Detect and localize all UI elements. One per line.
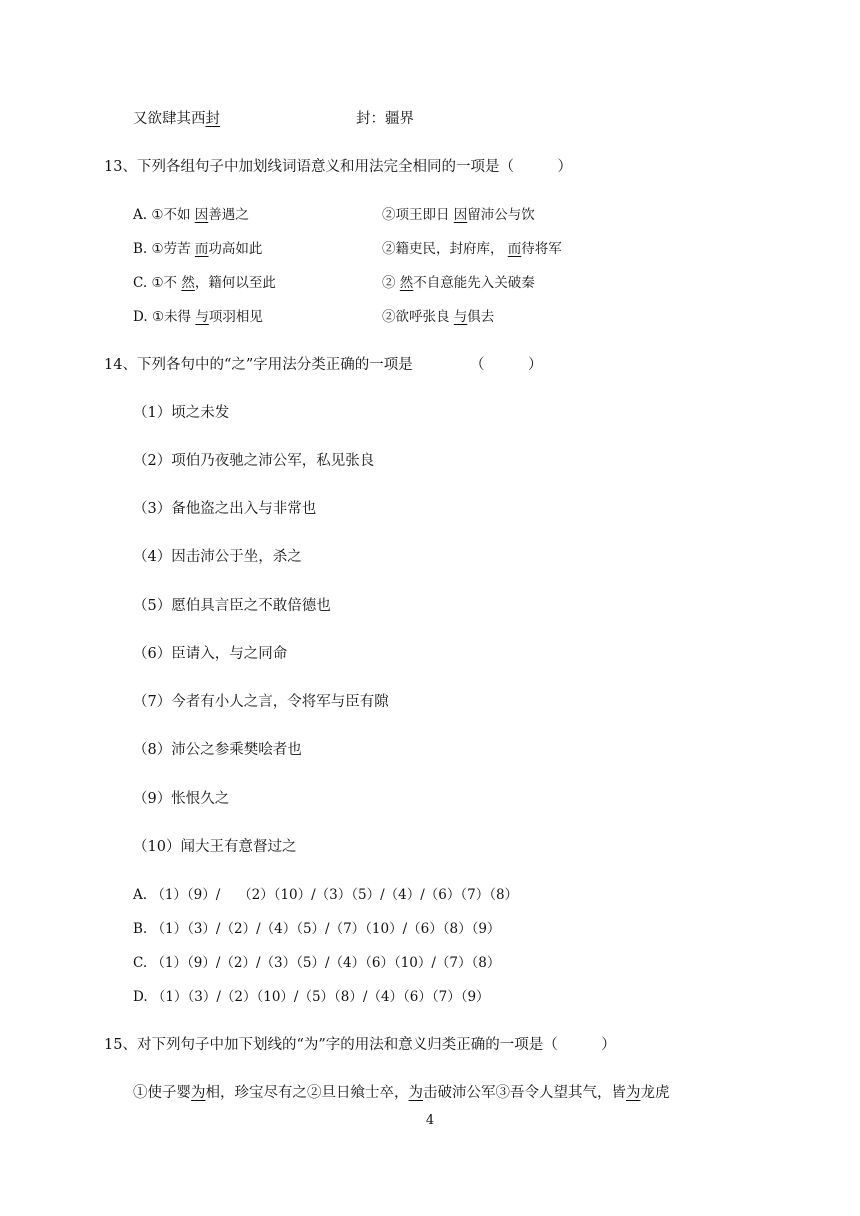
- q14-option-b: B. （1）（3）/（2）/（4）（5）/（7）（10）/（6）（8）（9）: [133, 921, 501, 937]
- q14-option-c: C. （1）（9）/（2）/（3）（5）/（4）（6）（10）/（7）（8）: [133, 955, 501, 971]
- annotation-line: [133, 109, 220, 129]
- q13-option-a-left: A. ①不如 因善遇之: [133, 207, 249, 223]
- q14-item: （1）顷之未发: [133, 405, 230, 421]
- underlined-word: 为: [408, 1085, 423, 1101]
- q14-item: （5）愿伯具言臣之不敢倍德也: [133, 598, 331, 614]
- q13-option-b-left: B. ①劳苦 而功高如此: [133, 241, 263, 257]
- q13-option-d-right: ②欲呼张良 与俱去: [382, 309, 495, 325]
- q14-item: （8）沛公之参乘樊哙者也: [133, 742, 302, 758]
- q14-item: （7）今者有小人之言，令将军与臣有隙: [133, 694, 389, 710]
- underlined-word: 封: [205, 111, 220, 127]
- q14-item: （4）因击沛公于坐，杀之: [133, 549, 302, 565]
- q14-item: （3）备他盗之出入与非常也: [133, 501, 317, 517]
- q14-item: （6）臣请入，与之同命: [133, 646, 288, 662]
- q14-item: （2）项伯乃夜驰之沛公军，私见张良: [133, 453, 375, 469]
- question-14-stem: 14、下列各句中的“之”字用法分类正确的一项是: [104, 357, 413, 373]
- question-14-answer-paren: （ ）: [470, 357, 543, 373]
- q13-option-c-right: ② 然不自意能先入关破秦: [382, 275, 535, 291]
- q14-option-a: A. （1）（9）/ （2）（10）/（3）（5）/（4）/（6）（7）（8）: [133, 887, 519, 903]
- sentence-text: 又欲肆其西: [133, 111, 206, 127]
- page-number: 4: [425, 1113, 435, 1128]
- q14-item: （9）怅恨久之: [133, 791, 230, 807]
- q13-option-a-right: ②项王即日 因留沛公与饮: [382, 207, 535, 223]
- question-13-stem: 13、下列各组句子中加划线词语意义和用法完全相同的一项是（ ）: [104, 159, 572, 175]
- underlined-word: 为: [191, 1085, 206, 1101]
- q14-item: （10）闻大王有意督过之: [133, 839, 297, 855]
- question-15-stem: 15、对下列句子中加下划线的“为”字的用法和意义归类正确的一项是（ ）: [104, 1037, 616, 1053]
- q13-option-d-left: D. ①未得 与项羽相见: [133, 309, 263, 325]
- q15-sentences: ①使子婴为相，珍宝尽有之②旦日飨士卒，为击破沛公军③吾令人望其气，皆为龙虎: [133, 1085, 670, 1101]
- q13-option-c-left: C. ①不 然，籍何以至此: [133, 275, 276, 291]
- definition-text: 封：疆界: [356, 111, 414, 127]
- underlined-word: 为: [626, 1085, 641, 1101]
- q14-option-d: D. （1）（3）/（2）（10）/（5）（8）/（4）（6）（7）（9）: [133, 989, 490, 1005]
- q13-option-b-right: ②籍吏民，封府库， 而待将军: [382, 241, 562, 257]
